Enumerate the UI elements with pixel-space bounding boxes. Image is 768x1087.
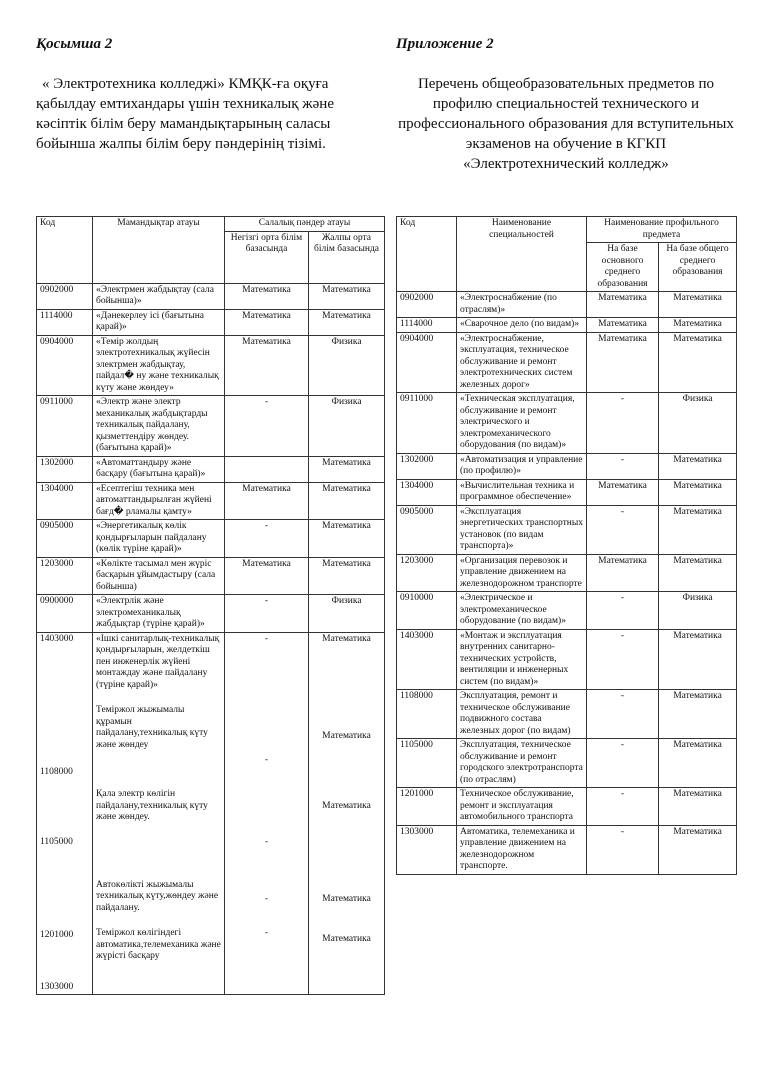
table-row: [37, 632, 385, 995]
table-row: [397, 592, 737, 630]
code-cell: 0900000: [37, 595, 93, 633]
general-cell-e: Математика: [322, 933, 371, 944]
table-row: [37, 309, 385, 335]
table-row: [397, 453, 737, 479]
name-cell: «Темір жолдың электротехникалық жүйесін электрмен жабдықтау, пайдал� ну және техникалық күту және жөндеу»: [93, 335, 225, 396]
code-cell: 1302000: [37, 456, 93, 482]
name-cell: «Электрическое и электромеханическое оборудование (по видам)»: [457, 592, 587, 630]
basic-cell-d: -: [264, 894, 269, 904]
general-cell: Математика: [659, 788, 737, 826]
basic-cell-e: -: [264, 927, 269, 938]
general-cell: Математика: [659, 453, 737, 479]
general-cell: Математика: [659, 554, 737, 592]
subjects-table-kz: [36, 216, 385, 995]
basic-cell: -: [587, 393, 659, 454]
general-cell-b: Математика: [322, 731, 371, 741]
name-cell: «Вычислительная техника и программное обеспечение»: [457, 479, 587, 505]
code-cell: 1114000: [37, 309, 93, 335]
code-cell: 1403000: [397, 629, 457, 690]
name-cell-c: Қала электр көлігін пайдалану,техникалық күту және жөндеу.: [96, 789, 208, 822]
name-cell: Техническое обслуживание, ремонт и эксплуатация автомобильного транспорта: [457, 788, 587, 826]
table-last-kz: [37, 632, 385, 995]
basic-cell: Математика: [225, 482, 309, 520]
table-row: [397, 554, 737, 592]
name-cell: «Автоматизация и управление (по профилю)»: [457, 453, 587, 479]
general-cell: Математика: [659, 479, 737, 505]
basic-cell-c: -: [264, 836, 269, 847]
code-cell: 1201000: [397, 788, 457, 826]
general-cell-d: Математика: [322, 894, 371, 904]
name-cell: «Автоматтандыру және басқару (бағытына қарай)»: [93, 456, 225, 482]
general-cell-c: Математика: [322, 800, 371, 811]
code-cell: 1304000: [37, 482, 93, 520]
basic-cell: -: [587, 505, 659, 554]
basic-cell: Математика: [587, 554, 659, 592]
general-cell: Физика: [659, 393, 737, 454]
header-subjects: Наименование профильного предмета: [587, 217, 737, 243]
code-cell-c: 1105000: [40, 836, 73, 847]
table-row: [397, 739, 737, 788]
code-cell: 1302000: [397, 453, 457, 479]
general-cell: Математика: [309, 456, 385, 482]
name-cell: Эксплуатация, техническое обслуживание и ремонт городского электротранспорта (по отраслям): [457, 739, 587, 788]
general-cell-a: Математика: [322, 633, 371, 644]
table-row: [397, 318, 737, 333]
code-cell: 0904000: [37, 335, 93, 396]
general-cell: Физика: [659, 592, 737, 630]
table-row: [37, 557, 385, 595]
name-cell: «Электроснабжение, эксплуатация, техническое обслуживание и ремонт электротехнических систем железных дорог»: [457, 332, 587, 393]
general-cell: Физика: [309, 595, 385, 633]
appendix-label-kz: Қосымша 2: [36, 36, 113, 52]
table-row: [37, 595, 385, 633]
code-cell: 1114000: [397, 318, 457, 333]
name-cell: «Көлікте тасымал мен жүріс басқарын ұйымдастыру (сала бойынша): [93, 557, 225, 595]
basic-cell: [225, 632, 309, 995]
general-cell: Математика: [659, 739, 737, 788]
basic-cell: Математика: [225, 309, 309, 335]
code-cell: 1203000: [37, 557, 93, 595]
basic-cell: -: [225, 595, 309, 633]
name-cell: «Организация перевозок и управление движением на железнодорожном транспорте: [457, 554, 587, 592]
table-row: [37, 396, 385, 457]
basic-cell: [225, 456, 309, 482]
general-cell: Математика: [309, 283, 385, 309]
name-cell-b: Теміржол жыжымалы құрамын пайдалану,техникалық күту және жөндеу: [96, 705, 208, 750]
table-row: [397, 690, 737, 739]
header-basic: На базе основного среднего образования: [587, 243, 659, 292]
table-row: [37, 283, 385, 309]
title-kz: « Электротехника колледжі» КМҚК-ға оқуға қабылдау емтихандары үшін техникалық және кәсіптік білім беру мамандықтарының саласы бойынша жалпы білім беру пәндерінің тізімі.: [36, 76, 334, 152]
table-body-kz: [37, 283, 385, 632]
code-cell: 1108000: [397, 690, 457, 739]
general-cell: Математика: [659, 690, 737, 739]
subjects-table-ru: [396, 216, 737, 875]
table-row: [37, 482, 385, 520]
general-cell: Математика: [659, 318, 737, 333]
table-row: [397, 393, 737, 454]
name-cell: [93, 632, 225, 995]
general-cell: Математика: [309, 520, 385, 558]
header-name: Наименование специальностей: [457, 217, 587, 292]
name-cell: «Энергетикалық көлік қондырғыларын пайдалану (көлік түріне қарай)»: [93, 520, 225, 558]
name-cell: «Монтаж и эксплуатация внутренних санитарно-технических устройств, вентиляции и инженерных систем (по видам)»: [457, 629, 587, 690]
code-cell: 1304000: [397, 479, 457, 505]
name-cell: «Техническая эксплуатация, обслуживание и ремонт электрического и электромеханического оборудования (по видам)»: [457, 393, 587, 454]
header-basic: Негізгі орта білім базасында: [225, 231, 309, 283]
code-cell: 1105000: [397, 739, 457, 788]
name-cell-a: «Ішкі санитарлық-техникалық қондырғыларын, желдеткіш пен инженерлік жүйені монтаждау және пайдалану (түріне қарай)»: [96, 633, 220, 690]
appendix-label-ru: Приложение 2: [396, 36, 494, 52]
name-cell-d: Автокөлікті жыжымалы техникалық күту,жөндеу және пайдалану.: [96, 879, 219, 913]
general-cell: Математика: [309, 557, 385, 595]
basic-cell-a: -: [264, 633, 269, 644]
basic-cell: -: [587, 453, 659, 479]
code-cell: 0911000: [37, 396, 93, 457]
code-cell-b: 1108000: [40, 767, 73, 777]
name-cell: Эксплуатация, ремонт и техническое обслуживание подвижного состава железных дорог (по видам): [457, 690, 587, 739]
general-cell: Математика: [659, 505, 737, 554]
basic-cell: -: [587, 629, 659, 690]
name-cell: «Сварочное дело (по видам)»: [457, 318, 587, 333]
basic-cell: Математика: [225, 557, 309, 595]
table-row: [37, 456, 385, 482]
code-cell: [37, 632, 93, 995]
name-cell: «Электроснабжение (по отраслям)»: [457, 292, 587, 318]
code-cell-a: 1403000: [40, 633, 74, 644]
header-general: На базе общего среднего образования: [659, 243, 737, 292]
basic-cell: Математика: [587, 292, 659, 318]
general-cell: Математика: [309, 482, 385, 520]
header-general: Жалпы орта білім базасында: [309, 231, 385, 283]
name-cell: «Электрлік және электромеханикалық жабдықтар (түріне қарай)»: [93, 595, 225, 633]
name-cell-e: Теміржол көлігіндегі автоматика,телемеханика және жүрісті басқару: [96, 928, 221, 961]
basic-cell: -: [587, 825, 659, 874]
code-cell: 0902000: [37, 283, 93, 309]
basic-cell: Математика: [587, 479, 659, 505]
table-body-ru: [397, 292, 737, 875]
basic-cell-b: -: [264, 755, 269, 765]
basic-cell: -: [587, 690, 659, 739]
kazakh-column: [36, 36, 384, 995]
code-cell-d: 1201000: [40, 930, 74, 940]
code-cell: 0911000: [397, 393, 457, 454]
general-cell: [309, 632, 385, 995]
general-cell: Математика: [659, 629, 737, 690]
header-subjects: Салалық пәндер атауы: [225, 217, 385, 232]
general-cell: Физика: [309, 335, 385, 396]
code-cell: 0902000: [397, 292, 457, 318]
title-ru: Перечень общеобразовательных предметов по профилю специальностей технического и профессионального образования для вступительных экзаменов на обучение в КГКП «Электротехнический колледж»: [398, 76, 734, 172]
name-cell: «Электр және электр механикалық жабдықтарды техникалық пайдалану, қызметтендіру жөндеу. (бағытына қарай)»: [93, 396, 225, 457]
header-code: Код: [397, 217, 457, 292]
basic-cell: Математика: [587, 318, 659, 333]
general-cell: Математика: [659, 825, 737, 874]
name-cell: «Эксплуатация энергетических транспортных установок (по видам транспорта)»: [457, 505, 587, 554]
code-cell: 1203000: [397, 554, 457, 592]
basic-cell: Математика: [225, 335, 309, 396]
table-row: [397, 292, 737, 318]
code-cell: 1303000: [397, 825, 457, 874]
code-cell: 0905000: [397, 505, 457, 554]
name-cell: «Есептегіш техника мен автоматтандырылған жүйені бағд� рламалы қамту»: [93, 482, 225, 520]
basic-cell: -: [225, 520, 309, 558]
name-cell: «Дәнекерлеу ісі (бағытына қарай)»: [93, 309, 225, 335]
name-cell: Автоматика, телемеханика и управление движением на железнодорожном транспорте.: [457, 825, 587, 874]
basic-cell: -: [587, 739, 659, 788]
basic-cell: -: [587, 592, 659, 630]
general-cell: Математика: [309, 309, 385, 335]
code-cell: 0910000: [397, 592, 457, 630]
table-row: [37, 520, 385, 558]
general-cell: Математика: [659, 292, 737, 318]
table-row: [397, 505, 737, 554]
header-code: Код: [37, 217, 93, 284]
general-cell: Математика: [659, 332, 737, 393]
table-row: [397, 479, 737, 505]
russian-column: [396, 36, 736, 875]
general-cell: Физика: [309, 396, 385, 457]
table-row: [37, 335, 385, 396]
code-cell: 0904000: [397, 332, 457, 393]
basic-cell: Математика: [587, 332, 659, 393]
basic-cell: -: [587, 788, 659, 826]
table-row: [397, 788, 737, 826]
basic-cell: Математика: [225, 283, 309, 309]
header-name: Мамандықтар атауы: [93, 217, 225, 284]
code-cell: 0905000: [37, 520, 93, 558]
table-row: [397, 825, 737, 874]
table-row: [397, 332, 737, 393]
basic-cell: -: [225, 396, 309, 457]
table-row: [397, 629, 737, 690]
name-cell: «Электрмен жабдықтау (сала бойынша)»: [93, 283, 225, 309]
code-cell-e: 1303000: [40, 981, 74, 992]
